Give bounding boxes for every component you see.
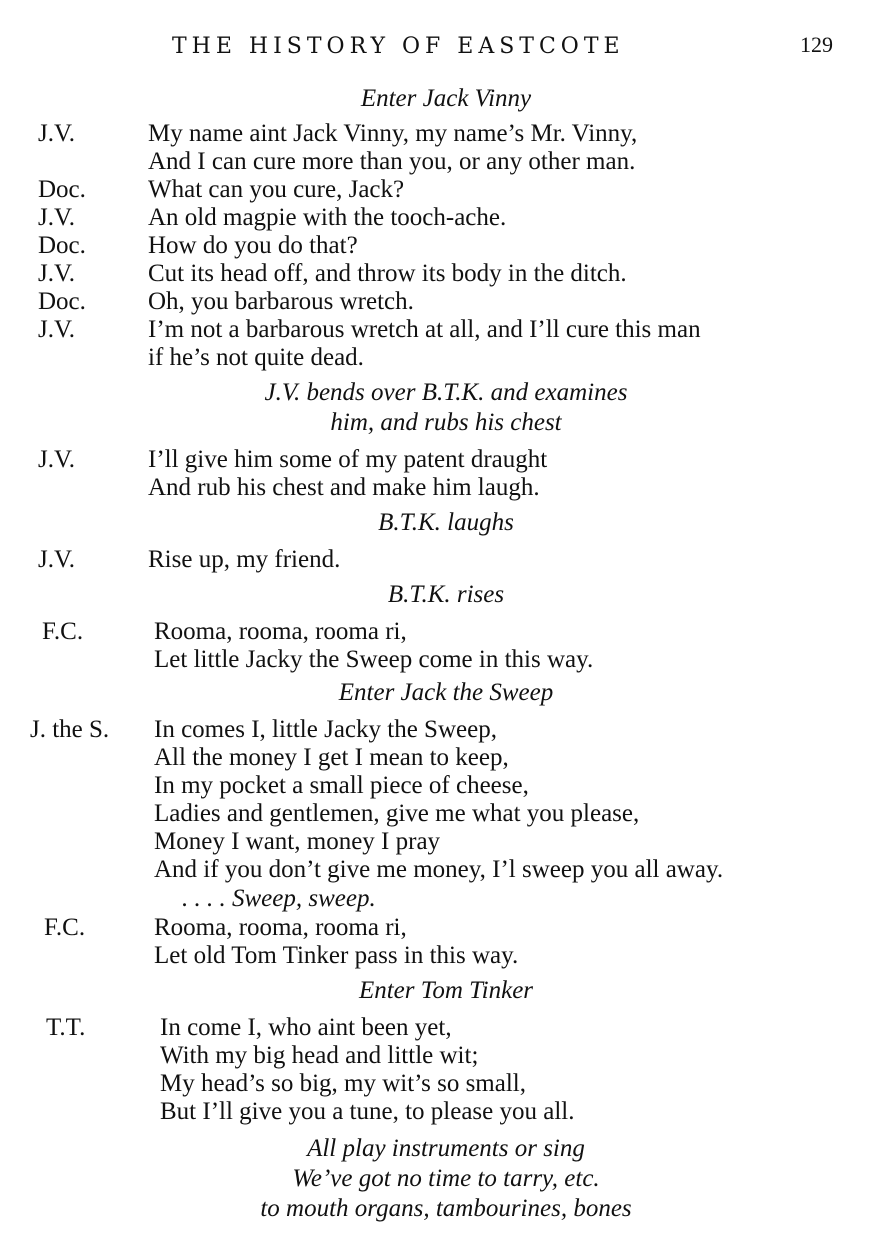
stage-direction-block	[0, 378, 892, 438]
stage-direction: him, and rubs his chest	[330, 409, 562, 436]
speaker: J.V.	[38, 260, 76, 287]
speech-line: In my pocket a small piece of cheese,	[154, 772, 529, 799]
speaker: J.V.	[38, 204, 76, 231]
dialogue-entry	[0, 914, 892, 970]
speaker: J.V.	[38, 546, 76, 573]
dialogue-entry	[0, 232, 892, 260]
speech-line: With my big head and little wit;	[160, 1042, 479, 1069]
play-text	[0, 84, 892, 1224]
speech-line: I’m not a barbarous wretch at all, and I’ll cure this man	[148, 316, 701, 343]
speech-line: All the money I get I mean to keep,	[154, 744, 509, 771]
speech-line: In comes I, little Jacky the Sweep,	[154, 716, 497, 743]
stage-direction: to mouth organs, tambourines, bones	[260, 1195, 632, 1222]
speaker: F.C.	[44, 914, 86, 941]
speech-line: Rise up, my friend.	[148, 546, 341, 573]
speech-line: Rooma, rooma, rooma ri,	[154, 914, 407, 941]
stage-direction: . . . . Sweep, sweep.	[182, 885, 376, 912]
speaker: Doc.	[38, 288, 86, 315]
dialogue-entry	[0, 446, 892, 502]
running-head: THE HISTORY OF EASTCOTE	[172, 34, 625, 59]
speech-line: And if you don’t give me money, I’l sweep you all away.	[154, 856, 724, 883]
dialogue-entry	[0, 204, 892, 232]
speech-line: What can you cure, Jack?	[148, 176, 405, 203]
speech-line: Money I want, money I pray	[154, 828, 441, 855]
stage-direction: J.V. bends over B.T.K. and examines	[264, 379, 628, 406]
speaker: Doc.	[38, 232, 86, 259]
speaker: J.V.	[38, 316, 76, 343]
stage-direction: All play instruments or sing	[307, 1135, 585, 1162]
dialogue-entry	[0, 1014, 892, 1126]
speech-line: And rub his chest and make him laugh.	[148, 474, 540, 501]
speech	[148, 232, 892, 260]
speech	[148, 288, 892, 316]
speech-line: And I can cure more than you, or any other man.	[148, 148, 636, 175]
stage-direction: Enter Jack Vinny	[360, 85, 532, 112]
speech-line: Let old Tom Tinker pass in this way.	[154, 942, 519, 969]
speech-line: Rooma, rooma, rooma ri,	[154, 618, 407, 645]
dialogue-entry	[0, 716, 892, 884]
speech	[154, 716, 892, 884]
stage-direction-block	[0, 1134, 892, 1224]
speech	[148, 546, 892, 574]
dialogue-entry	[0, 316, 892, 372]
speech-line: But I’ll give you a tune, to please you all.	[160, 1098, 575, 1125]
speech	[148, 316, 892, 372]
speech-line: Cut its head off, and throw its body in the ditch.	[148, 260, 627, 287]
speech	[148, 204, 892, 232]
speech	[148, 260, 892, 288]
speaker: J. the S.	[30, 716, 110, 743]
speech	[148, 120, 892, 176]
dialogue-entry	[0, 260, 892, 288]
speech-line: An old magpie with the tooch-ache.	[148, 204, 507, 231]
stage-direction: B.T.K. rises	[387, 581, 505, 608]
speech-line: My name aint Jack Vinny, my name’s Mr. Vinny,	[148, 120, 638, 147]
speech-line: Let little Jacky the Sweep come in this way.	[154, 646, 594, 673]
speaker: T.T.	[46, 1014, 86, 1041]
dialogue-entry	[0, 120, 892, 176]
speech	[154, 618, 892, 674]
speaker: Doc.	[38, 176, 86, 203]
speech	[160, 1014, 892, 1126]
dialogue-entry	[0, 288, 892, 316]
speech-line: Ladies and gentlemen, give me what you please,	[154, 800, 640, 827]
speech	[148, 176, 892, 204]
speech-line: How do you do that?	[148, 232, 358, 259]
stage-direction: We’ve got no time to tarry, etc.	[292, 1165, 600, 1192]
dialogue-entry	[0, 176, 892, 204]
speech-line: My head’s so big, my wit’s so small,	[160, 1070, 526, 1097]
page-number: 129	[800, 32, 833, 57]
speech-line: if he’s not quite dead.	[148, 344, 364, 371]
stage-direction: Enter Jack the Sweep	[338, 679, 554, 706]
speech	[154, 914, 892, 970]
dialogue-entry	[0, 546, 892, 574]
speech-line: I’ll give him some of my patent draught	[148, 446, 548, 473]
dialogue-entry	[0, 618, 892, 674]
speaker: J.V.	[38, 120, 76, 147]
stage-direction: B.T.K. laughs	[378, 509, 514, 536]
speech	[148, 446, 892, 502]
speech-line: In come I, who aint been yet,	[160, 1014, 452, 1041]
speaker: F.C.	[42, 618, 84, 645]
speaker: J.V.	[38, 446, 76, 473]
speech-line: Oh, you barbarous wretch.	[148, 288, 414, 315]
stage-direction: Enter Tom Tinker	[358, 977, 534, 1004]
